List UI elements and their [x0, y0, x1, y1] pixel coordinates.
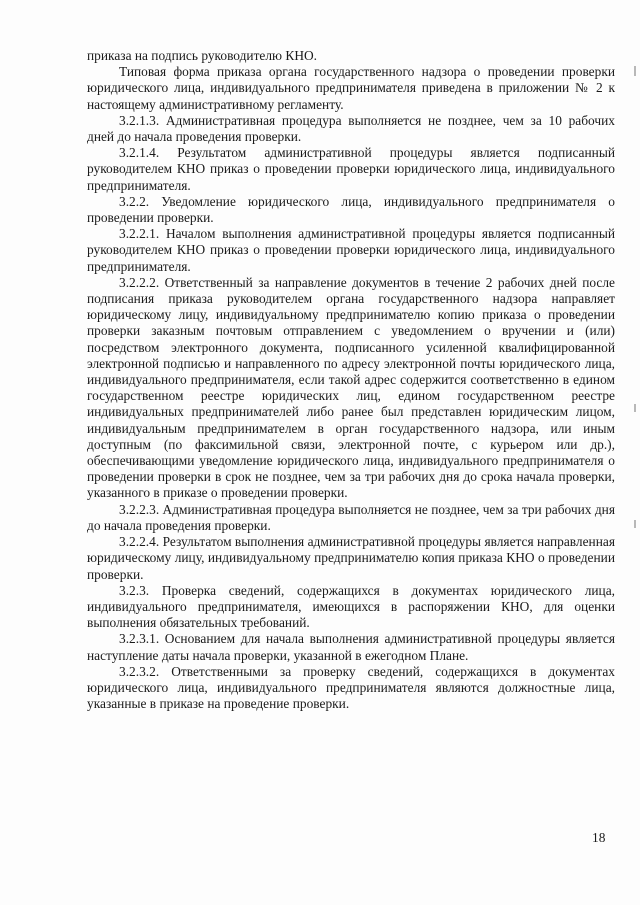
scan-edge-mark — [634, 520, 636, 528]
scan-edge-mark — [634, 404, 636, 412]
paragraph-template-form: Типовая форма приказа органа государственного надзора о проведении проверки юридического лица, индивидуального предпринимателя приведена в приложении № 2 к настоящему административному регламенту. — [87, 64, 615, 112]
paragraph-3-2-3-1: 3.2.3.1. Основанием для начала выполнения административной процедуры является наступление даты начала проверки, указанной в ежегодном Плане. — [87, 631, 615, 663]
paragraph-3-2-1-3: 3.2.1.3. Административная процедура выполняется не позднее, чем за 10 рабочих дней до начала проведения проверки. — [87, 112, 615, 145]
paragraph-3-2-2-3: 3.2.2.3. Административная процедура выполняется не позднее, чем за три рабочих дня до начала проведения проверки. — [87, 501, 615, 533]
paragraph-3-2-2-4: 3.2.2.4. Результатом выполнения административной процедуры является направленная юридическому лицу, индивидуальному предпринимателю копия приказа КНО о проведении проверки. — [87, 534, 615, 582]
paragraph-3-2-2-1: 3.2.2.1. Началом выполнения административной процедуры является подписанный руководителем КНО приказ о проведении проверки юридического лица, индивидуального предпринимателя. — [87, 226, 615, 274]
paragraph-3-2-3-2: 3.2.3.2. Ответственными за проверку сведений, содержащихся в документах юридического лица, индивидуального предпринимателя являются должностные лица, указанные в приказе на проведение проверки. — [87, 663, 615, 712]
paragraph-continuation: приказа на подпись руководителю КНО. — [87, 48, 318, 63]
paragraph-3-2-2-2: 3.2.2.2. Ответственный за направление документов в течение 2 рабочих дней после подписания приказа руководителем органа государственного надзора направляет юридическому лицу, индивидуальному предпринимателю копию приказа о проведении проверки заказным почтовым отправлением с уведомлением о вручении и (или) посредством электронного документа, подписанного усиленной квалифицированной электронной подписью и направленного по адресу электронной почты юридического лица, индивидуального предпринимателя, если такой адрес содержится соответственно в едином государственном реестре юридических лиц, едином государственном реестре индивидуальных предпринимателей либо ранее был представлен юридическим лицом, индивидуальным предпринимателем в орган государственного надзора, или иным доступным (по факсимильной связи, электронной почте, с курьером или др.), обеспечивающими уведомление юридического лица, индивидуального предпринимателя о проведении проверки в срок не позднее, чем за три рабочих дня до срока начала проверки, указанного в приказе о проведении проверки. — [87, 274, 615, 501]
page-number: 18 — [592, 830, 606, 845]
paragraph-3-2-2: 3.2.2. Уведомление юридического лица, индивидуального предпринимателя о проведении проверки. — [87, 193, 615, 226]
scan-edge-mark — [634, 66, 636, 76]
document-body — [87, 48, 615, 712]
paragraph-3-2-3: 3.2.3. Проверка сведений, содержащихся в документах юридического лица, индивидуального предпринимателя, имеющихся в распоряжении КНО, для оценки выполнения обязательных требований. — [87, 582, 615, 631]
paragraph-3-2-1-4: 3.2.1.4. Результатом административной процедуры является подписанный руководителем КНО приказ о проведении проверки юридического лица, индивидуального предпринимателя. — [87, 145, 615, 193]
